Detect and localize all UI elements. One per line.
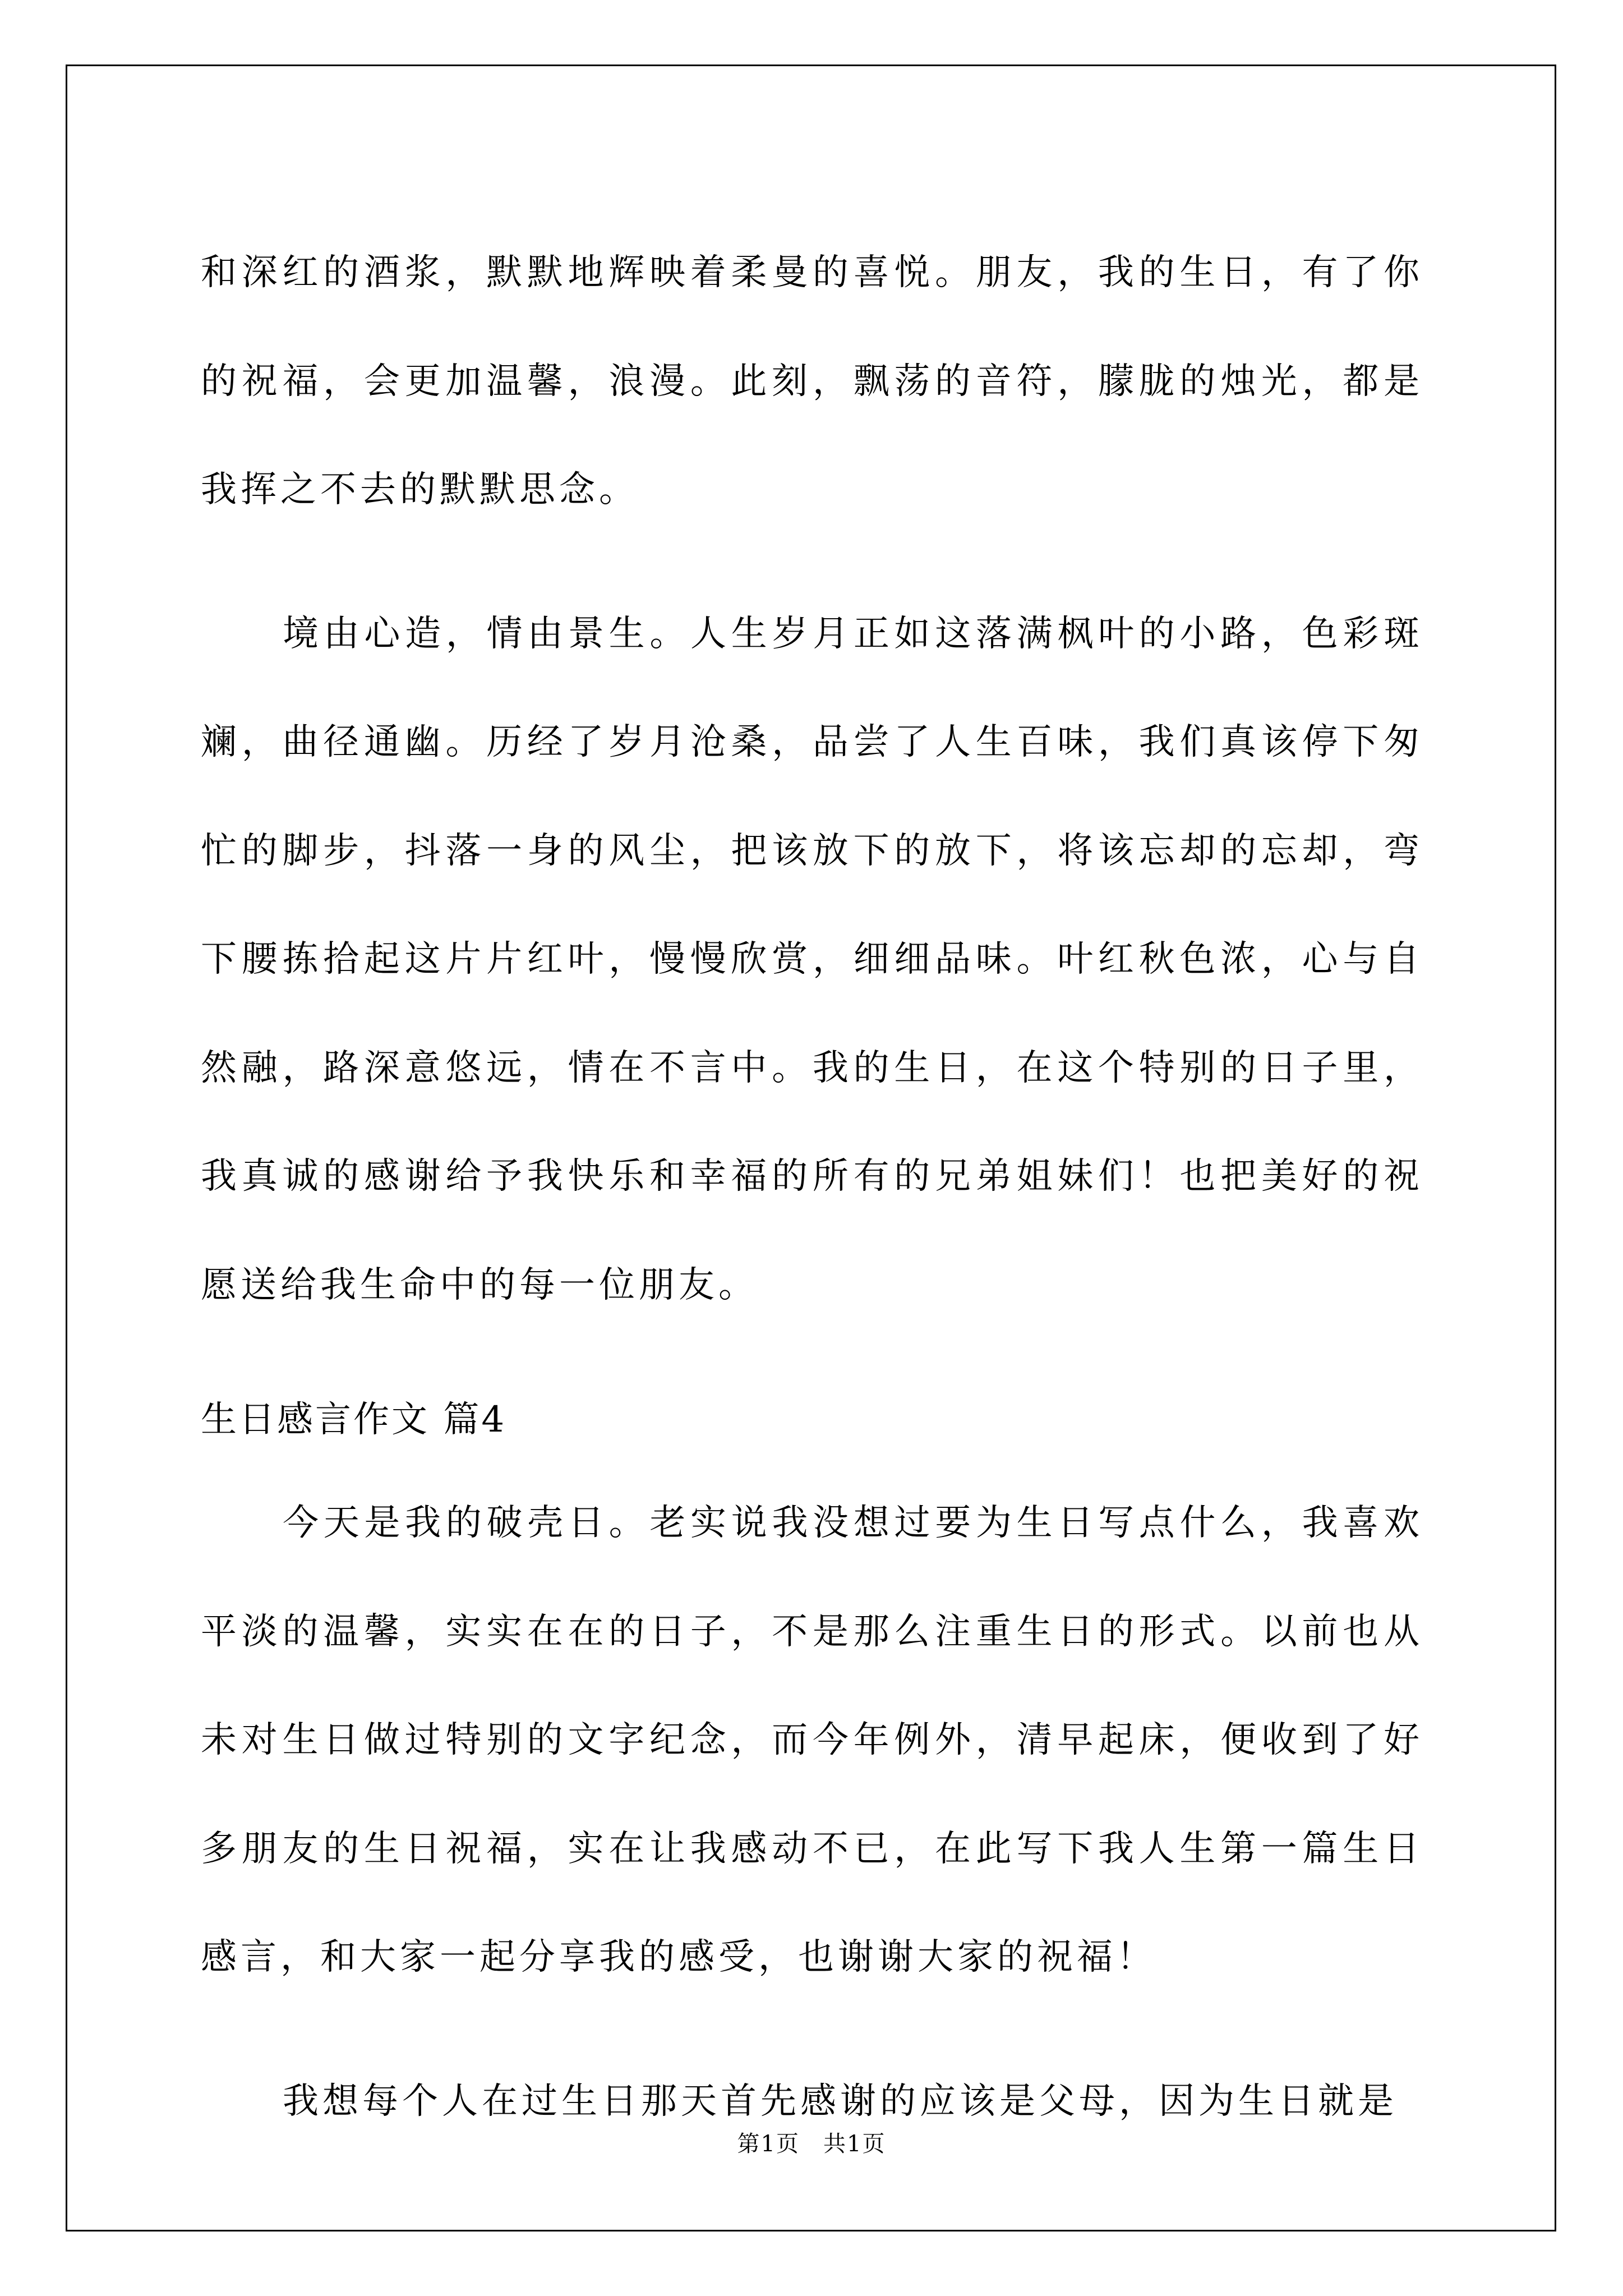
document-body	[201, 219, 1423, 2191]
paragraph: 境由心造，情由景生。人生岁月正如这落满枫叶的小路，色彩斑斓，曲径通幽。历经了岁月沧桑，品尝了人生百味，我们真该停下匆忙的脚步，抖落一身的风尘，把该放下的放下，将该忘却的忘却，弯下腰拣拾起这片片红叶，慢慢欣赏，细细品味。叶红秋色浓，心与自然融，路深意悠远，情在不言中。我的生日，在这个特别的日子里，我真诚的感谢给予我快乐和幸福的所有的兄弟姐妹们！也把美好的祝愿送给我生命中的每一位朋友。	[201, 613, 1423, 1306]
paragraph: 今天是我的破壳日。老实说我没想过要为生日写点什么，我喜欢平淡的温馨，实实在在的日子，不是那么注重生日的形式。以前也从未对生日做过特别的文字纪念，而今年例外，清早起床，便收到了好多朋友的生日祝福，实在让我感动不已，在此写下我人生第一篇生日感言，和大家一起分享我的感受，也谢谢大家的祝福！	[201, 1502, 1423, 1978]
paragraph: 和深红的酒浆，默默地辉映着柔曼的喜悦。朋友，我的生日，有了你的祝福，会更加温馨，浪漫。此刻，飘荡的音符，朦胧的烛光，都是我挥之不去的默默思念。	[201, 252, 1423, 510]
section-heading: 生日感言作文 篇4	[201, 1399, 507, 1441]
paragraph: 我想每个人在过生日那天首先感谢的应该是父母，因为生日就是	[283, 2080, 1398, 2122]
page-number-footer: 第1页 共1页	[737, 2131, 886, 2157]
